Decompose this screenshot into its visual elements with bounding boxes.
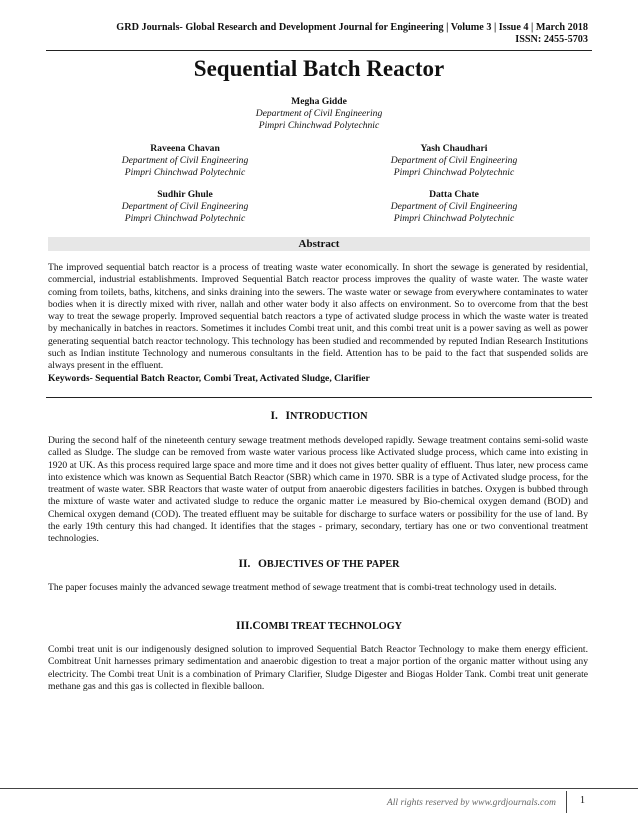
journal-header — [116, 22, 588, 46]
author-department: Department of Civil Engineering — [121, 201, 249, 212]
keywords: Keywords- Sequential Batch Reactor, Combi Treat, Activated Sludge, Clarifier — [48, 372, 370, 384]
author-institution: Pimpri Chinchwad Polytechnic — [124, 167, 246, 178]
author-name: Sudhir Ghule — [157, 189, 213, 200]
author-name: Megha Gidde — [291, 96, 347, 107]
combi-treat-text: Combi treat unit is our indigenously designed solution to improved Sequential Batch Reactor Technology to make them energy efficient. Combitreat Unit harnesses primary sedimentation and anaerobic digestion to treat a major portion of the organic matter without using any electricity. The Combi treat Unit is a combination of Primary Clarifier, Sludge Digester and Biogas Holder Tank. Combi treat unit generate methane gas and this gas is collected in flexible balloon. — [48, 644, 588, 692]
section-heading-objectives — [0, 558, 638, 570]
author-name: Datta Chate — [429, 189, 479, 200]
author-department: Department of Civil Engineering — [121, 155, 249, 166]
author-institution: Pimpri Chinchwad Polytechnic — [258, 120, 380, 131]
footer-rule — [0, 788, 638, 789]
author-department: Department of Civil Engineering — [390, 201, 518, 212]
abstract-body — [48, 262, 588, 385]
author-name: Yash Chaudhari — [420, 143, 488, 154]
objectives-text: The paper focuses mainly the advanced sewage treatment method of sewage treatment that is combi-treat technology used in details. — [48, 582, 557, 593]
section-heading-combi-treat — [0, 620, 638, 632]
author-block-2 — [95, 143, 275, 179]
section-number: I. — [270, 410, 278, 422]
section-title-initial: O — [257, 558, 267, 570]
journal-header-line1: GRD Journals- Global Research and Development Journal for Engineering | Volume 3 | Issue 4 | March 2018 — [116, 22, 588, 33]
footer-rights: All rights reserved by www.grdjournals.com — [386, 797, 556, 808]
section-title-initial: C — [252, 620, 261, 632]
author-name: Raveena Chavan — [150, 143, 220, 154]
author-institution: Pimpri Chinchwad Polytechnic — [393, 213, 515, 224]
introduction-text: During the second half of the nineteenth century sewage treatment methods developed rapidly. Sewage treatment contains semi-solid waste called as Sludge. The sludge can be removed from waste water various process like Activated sludge process, which came into existing in 1920 at UK. As this process required large space and more time and it does not gives better quality of effluent. Thus later, new process came into existence which was known as Sequential Batch Reactor (SBR) which came in 1970. SBR is a type of Activated sludge process, for the treatment of waste water. SBR Reactors that waste water of output from anaerobic digesters facilities in batches. Oxygen is bubbed through the mixture of waste water and activated sludge to reduce the organic matter i.e measured by Bio-chemical oxygen demand (BOD) and Chemical oxygen demand (COD). The treated effluent may be suitable for discharge to surface waters or possibility for the use of land. By the early 19th century this had changed. It identifies that the stages - primary, secondary, tertiary has one or two conventional treatment technologies. — [48, 435, 588, 545]
author-block-4 — [95, 189, 275, 225]
author-department: Department of Civil Engineering — [390, 155, 518, 166]
section-title-rest: NTRODUCTION — [289, 411, 368, 422]
author-institution: Pimpri Chinchwad Polytechnic — [124, 213, 246, 224]
journal-header-issn: ISSN: 2455-5703 — [515, 34, 588, 45]
section-title-rest: OMBI TREAT TECHNOLOGY — [260, 621, 402, 632]
section-number: II. — [238, 558, 251, 570]
section-title-initial: I — [285, 410, 290, 422]
abstract-heading: Abstract — [48, 237, 590, 251]
section-title-rest: BJECTIVES OF THE PAPER — [266, 559, 400, 570]
author-block-1 — [0, 96, 638, 132]
section-number: III. — [236, 620, 253, 632]
footer-separator — [566, 791, 567, 813]
page-number: 1 — [580, 795, 585, 806]
section-heading-introduction — [0, 410, 638, 422]
author-block-3 — [364, 143, 544, 179]
author-block-5 — [364, 189, 544, 225]
abstract-text: The improved sequential batch reactor is a process of treating waste water economically. In short the sewage is generated by residential, commercial, industrial establishments. Improved Sequential Batch reactor process improves the quality of waste water. The waste water coming from toilets, baths, kitchens, and sinks draining into the sewers. The waste water or sewage from everywhere contaminates to water bodies when it is directly mixed with river, nallah and other water body it also affects on environment. So to overcome from that the best way to treat the sewage properly. Improved sequential batch reactors a type of activated sludge process in which the waste water is treated by mechanically in batches in reactors. Sometimes it includes Combi treat unit, and this combi treat unit is a power saving as well as power generating sequential batch reactor technology. This technology has been studied and recommended by reputed Indian Research Institutions such as Indian institute Technology and numerous consultants in the field. Attention has to be paid to the fact that suspended solids are always present in the effluent. — [48, 262, 588, 372]
abstract-rule — [46, 397, 592, 398]
paper-title: Sequential Batch Reactor — [193, 56, 445, 81]
author-department: Department of Civil Engineering — [255, 108, 383, 119]
author-institution: Pimpri Chinchwad Polytechnic — [393, 167, 515, 178]
header-rule — [46, 50, 592, 51]
